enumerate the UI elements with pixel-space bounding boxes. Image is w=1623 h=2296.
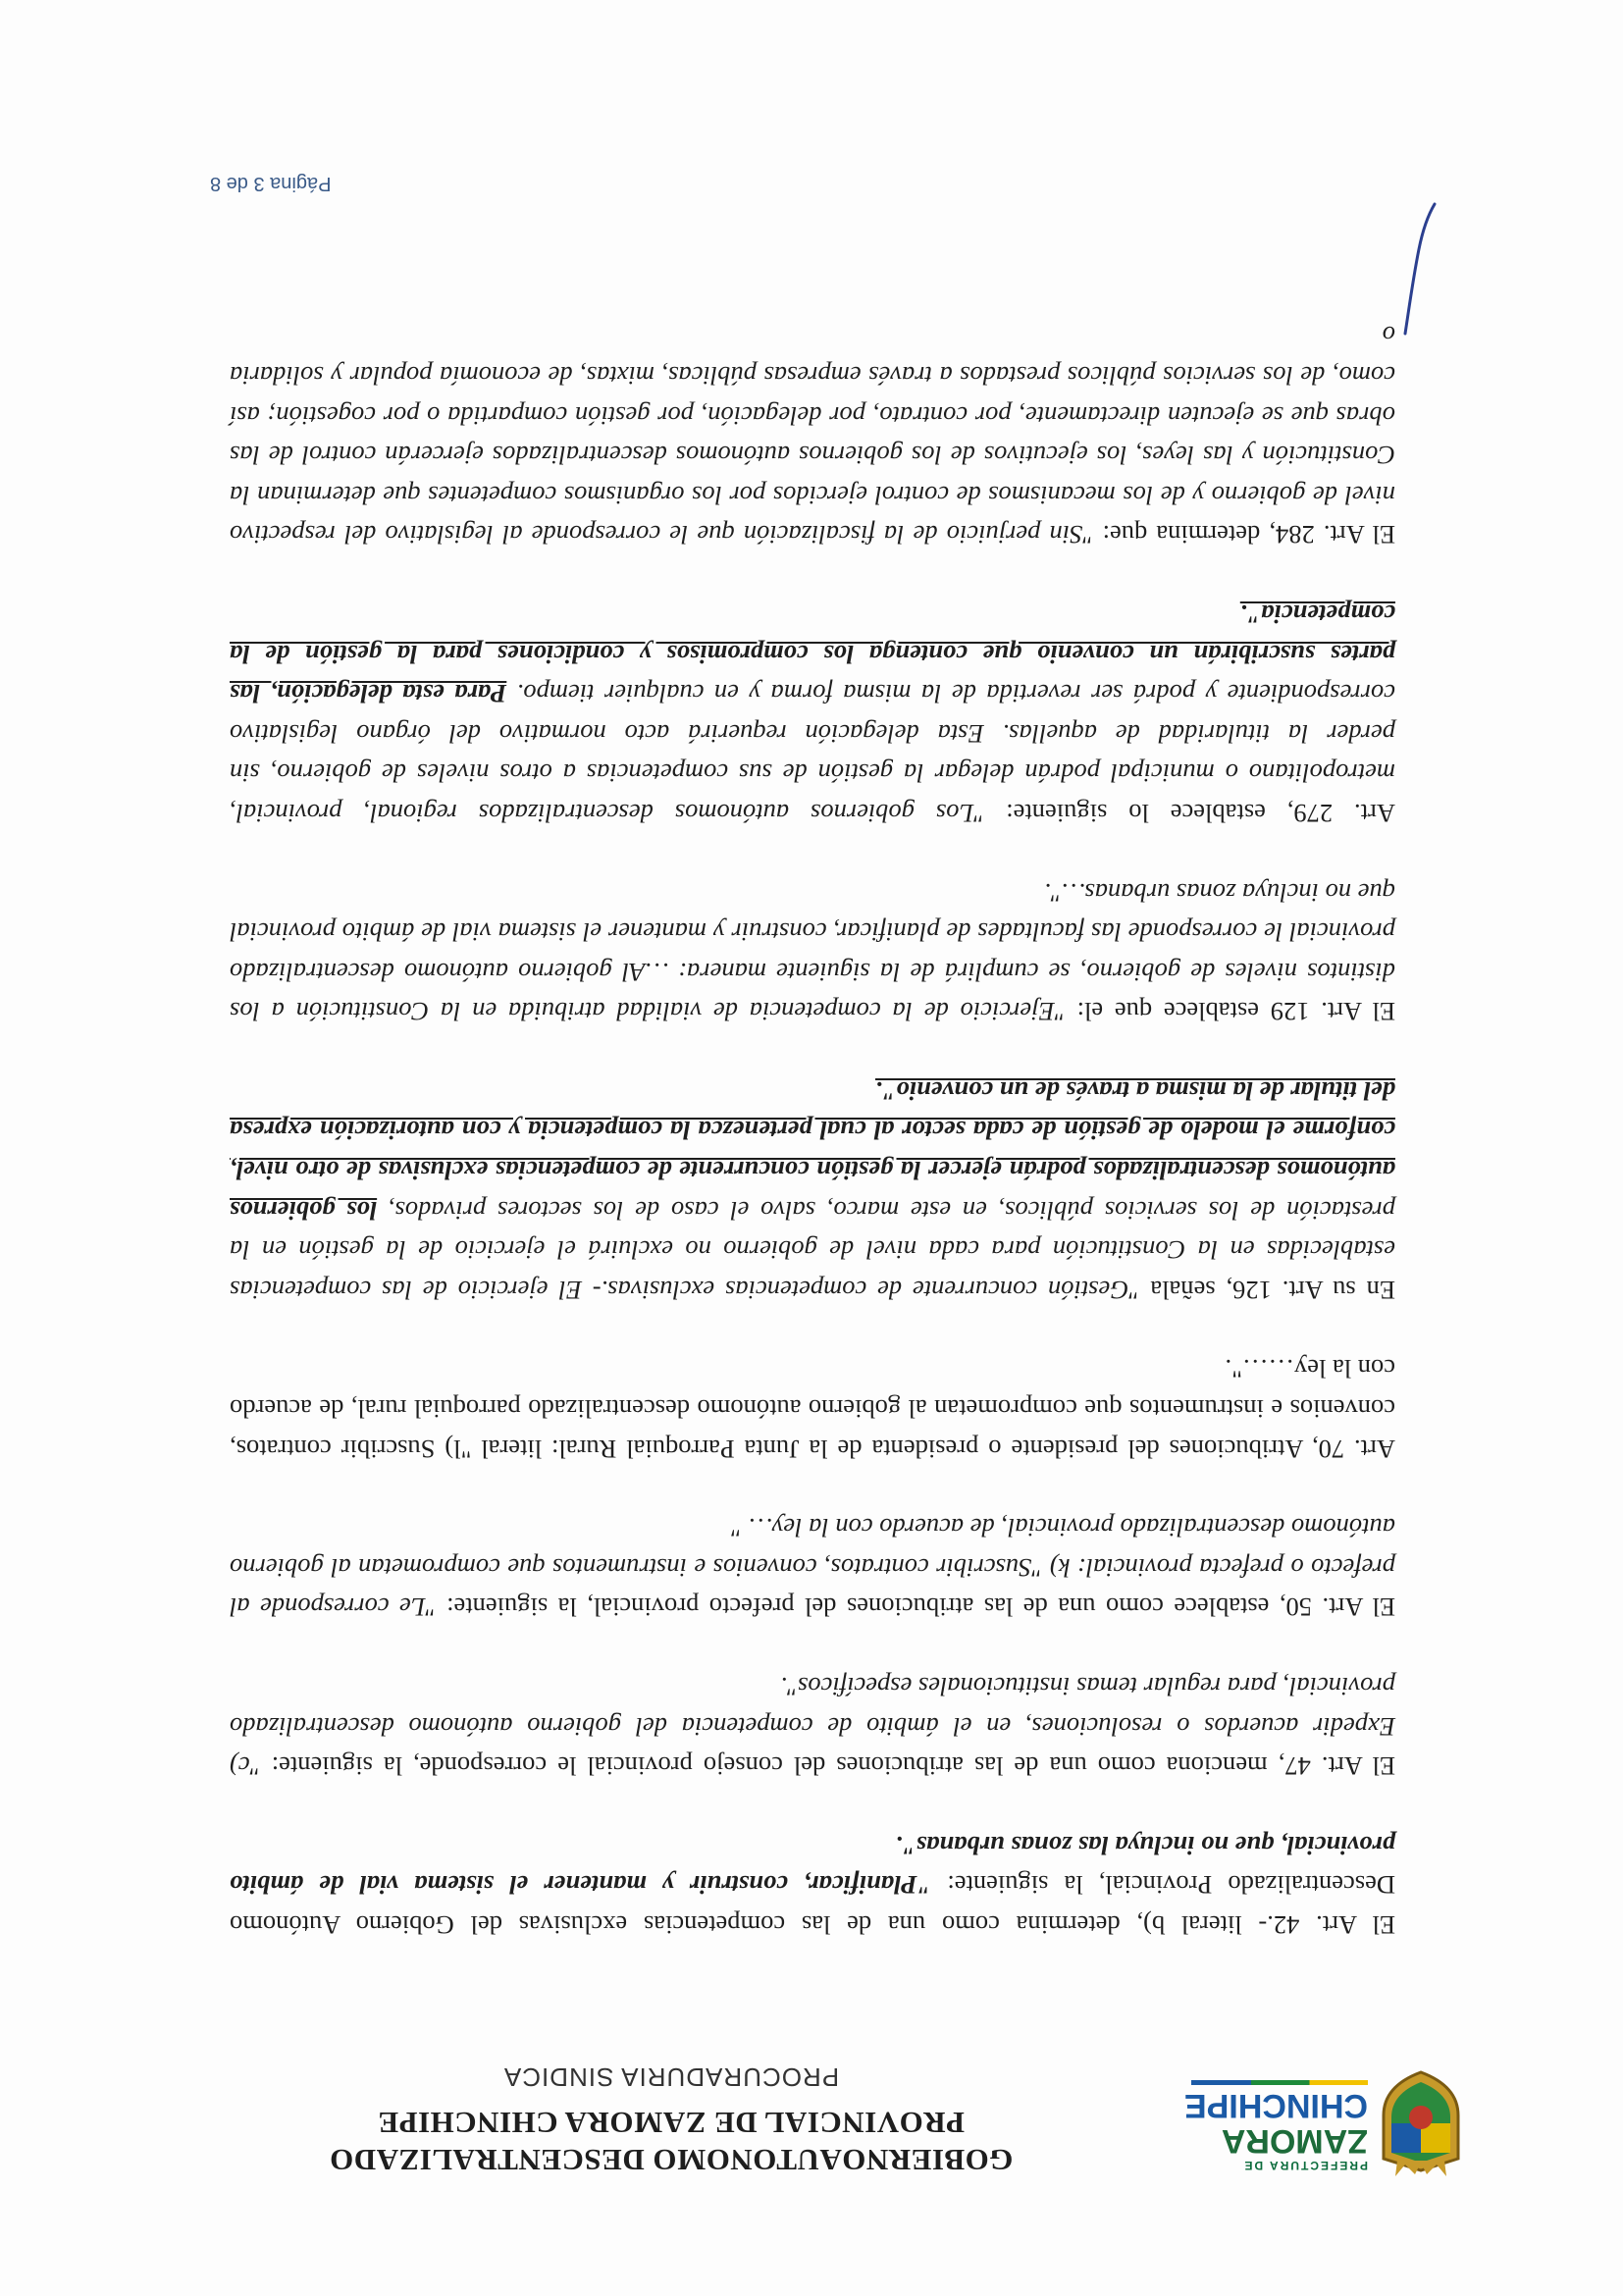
- institution-line1: GOBIERNOAUTONOMO DESCENTRALIZADO: [329, 2143, 1014, 2177]
- paragraph-art42: El Art. 42.- literal b), determina como una de las competencias exclusivas del Gobierno Autónomo Descentralizado Provincial, la siguiente: "Planificar, construir y mantener el sistema vial de ámbito provincial, que no incluya las zonas urbanas".: [230, 1830, 1395, 1940]
- signature-mark-icon: [1380, 200, 1448, 338]
- paragraph-art126: En su Art. 126, señala "Gestión concurrente de competencias exclusivas.- El ejercicio de las competencias establecidas en la Constitución para cada nivel de gobierno no excluirá el ejercicio de la gestión en la prestación de los servicios públicos, en este marco, salvo el caso de los sectores privados, los gobiernos autónomos descentralizados podrán ejercer la gestión concurrente de competencias exclusivas de otro nivel, conforme el modelo de gestión de cada sector al cual pertenezca la competencia y con autorización expresa del titular de la misma a través de un convenio".: [230, 1075, 1395, 1305]
- logo-line2: CHINCHIPE: [1183, 2087, 1368, 2124]
- page-footer: [210, 149, 1387, 208]
- institution-name: [171, 2104, 1172, 2178]
- paragraph-art70: Art. 70, Atribuciones del presidente o presidenta de la Junta Parroquial Rural: literal "l) Suscribir contratos, convenios e instrumentos que comprometan al gobierno autónomo descentralizado parroquial rural, de acuerdo con la ley……".: [230, 1354, 1395, 1464]
- letterhead: [171, 2039, 1466, 2186]
- page-number: Página 3 de 8: [210, 173, 332, 194]
- logo-prefix: PREFECTURA DE: [1242, 2159, 1368, 2172]
- paragraph-art129: El Art. 129 establece que el: "Ejercicio de la competencia de vialidad atribuida en la Constitución a los distintos niveles de gobierno, se cumplirá de la siguiente manera: …Al gobierno autónomo descentralizado provincial le corresponde las facultades de planificar, construir y mantener el sistema vial de ámbito provincial que no incluya zonas urbanas…".: [230, 877, 1395, 1027]
- paragraph-art279: Art. 279, establece lo siguiente: "Los gobiernos autónomos descentralizados regional, provincial, metropolitano o municipal podrán delegar la gestión de sus competencias a otros niveles de gobierno, sin perder la titularidad de aquellas. Esta delegación requerirá acto normativo del órgano legislativo correspondiente y podrá ser revertida de la misma forma y en cualquier tiempo. Para esta delegación, las partes suscribirán un convenio que contenga los compromisos y condiciones para la gestión de la competencia".: [229, 599, 1395, 828]
- paragraph-art47: El Art. 47, menciona como una de las atribuciones del consejo provincial le corresponde, la siguiente: "c) Expedir acuerdos o resoluciones, en el ámbito de competencia del gobierno autónomo descentralizado provincial, para regular temas institucionales específicos".: [230, 1672, 1395, 1782]
- paragraph-art284: El Art. 284, determina que: "Sin perjuicio de la fiscalización que le corresponde al legislativo del respectivo nivel de gobierno y de los mecanismos de control ejercidos por los organismos competentes que determinan la Constitución y las leyes, los ejecutivos de los gobiernos autónomos descentralizados ejercerán control de las obras que se ejecuten directamente, por contrato, por delegación, por gestión compartida o por cogestión; así como, de los servicios públicos prestados a través empresas públicas, mixtas, de economía popular y solidaria o: [230, 321, 1395, 550]
- institution-line2: PROVINCIAL DE ZAMORA CHINCHIPE: [377, 2106, 966, 2140]
- logo-line1: ZAMORA: [1221, 2122, 1368, 2160]
- department-name: PROCURADURIA SINDICA: [502, 2062, 840, 2092]
- logo-color-bar: [1191, 2080, 1368, 2085]
- document-body: [230, 279, 1395, 1945]
- prefectura-logo: [1181, 2049, 1466, 2186]
- paragraph-art50: El Art. 50, establece como una de las atribuciones del prefecto provincial, la siguiente: "Le corresponde al prefecto o prefecta provincial: k) "Suscribir contratos, convenios e instrumentos que comprometan al gobierno autónomo descentralizado provincial, de acuerdo con la ley… ": [230, 1513, 1395, 1623]
- coat-of-arms-icon: [1376, 2068, 1466, 2176]
